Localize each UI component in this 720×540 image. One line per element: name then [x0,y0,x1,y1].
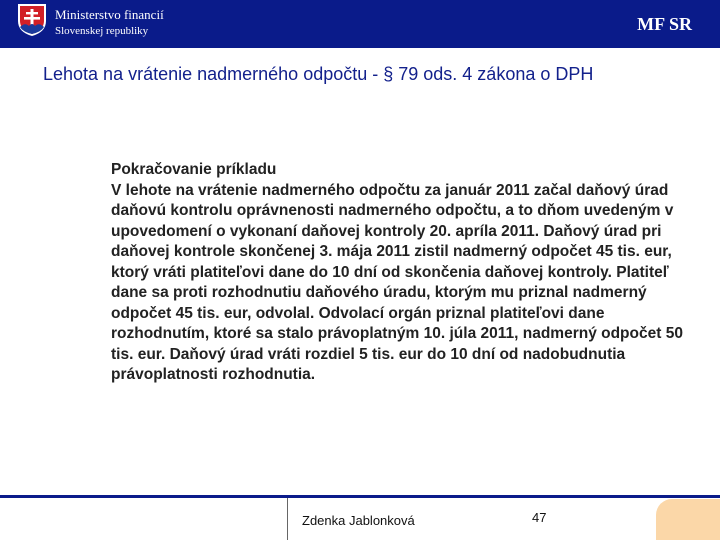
ministry-name-subtitle: Slovenskej republiky [55,25,149,37]
slide-body [111,160,691,386]
slide-title: Lehota na vrátenie nadmerného odpočtu - § 79 ods. 4 zákona o DPH [43,64,594,84]
page-number: 47 [532,510,547,525]
footer-author: Zdenka Jablonková [302,513,415,528]
slovak-coat-of-arms-icon [17,3,47,37]
body-paragraph: V lehote na vrátenie nadmerného odpočtu za január 2011 začal daňový úrad daňovú kontrolu oprávnenosti nadmerného odpočtu, a to dňom uvedeným v upovedomení o vykonaní daňovej kontroly 20. apríla 2011. Daňový úrad pri daňovej kontrole skončenej 3. mája 2011 zistil nadmerný odpočet 45 tis. eur, ktorý vráti platiteľovi dane do 10 dní od skončenia daňovej kontroly. Platiteľ dane sa proti rozhodnutiu daňového úradu, ktorým mu priznal nadmerný odpočet 45 tis. eur, odvolal. Odvolací orgán priznal platiteľovi dane rozhodnutím, ktoré sa stalo právoplatným 10. júla 2011, nadmerný odpočet 50 tis. eur. Daňový úrad vráti rozdiel 5 tis. eur do 10 dní od nadobudnutia právoplatnosti rozhodnutia. [111,181,683,383]
footer-line [0,495,720,498]
footer-accent-tab [656,499,720,540]
ministry-name: Ministerstvo financií [55,7,164,22]
footer-divider [287,498,288,540]
header-bar [0,0,720,48]
ministry-abbreviation: MF SR [637,14,692,34]
body-heading: Pokračovanie príkladu [111,161,277,178]
